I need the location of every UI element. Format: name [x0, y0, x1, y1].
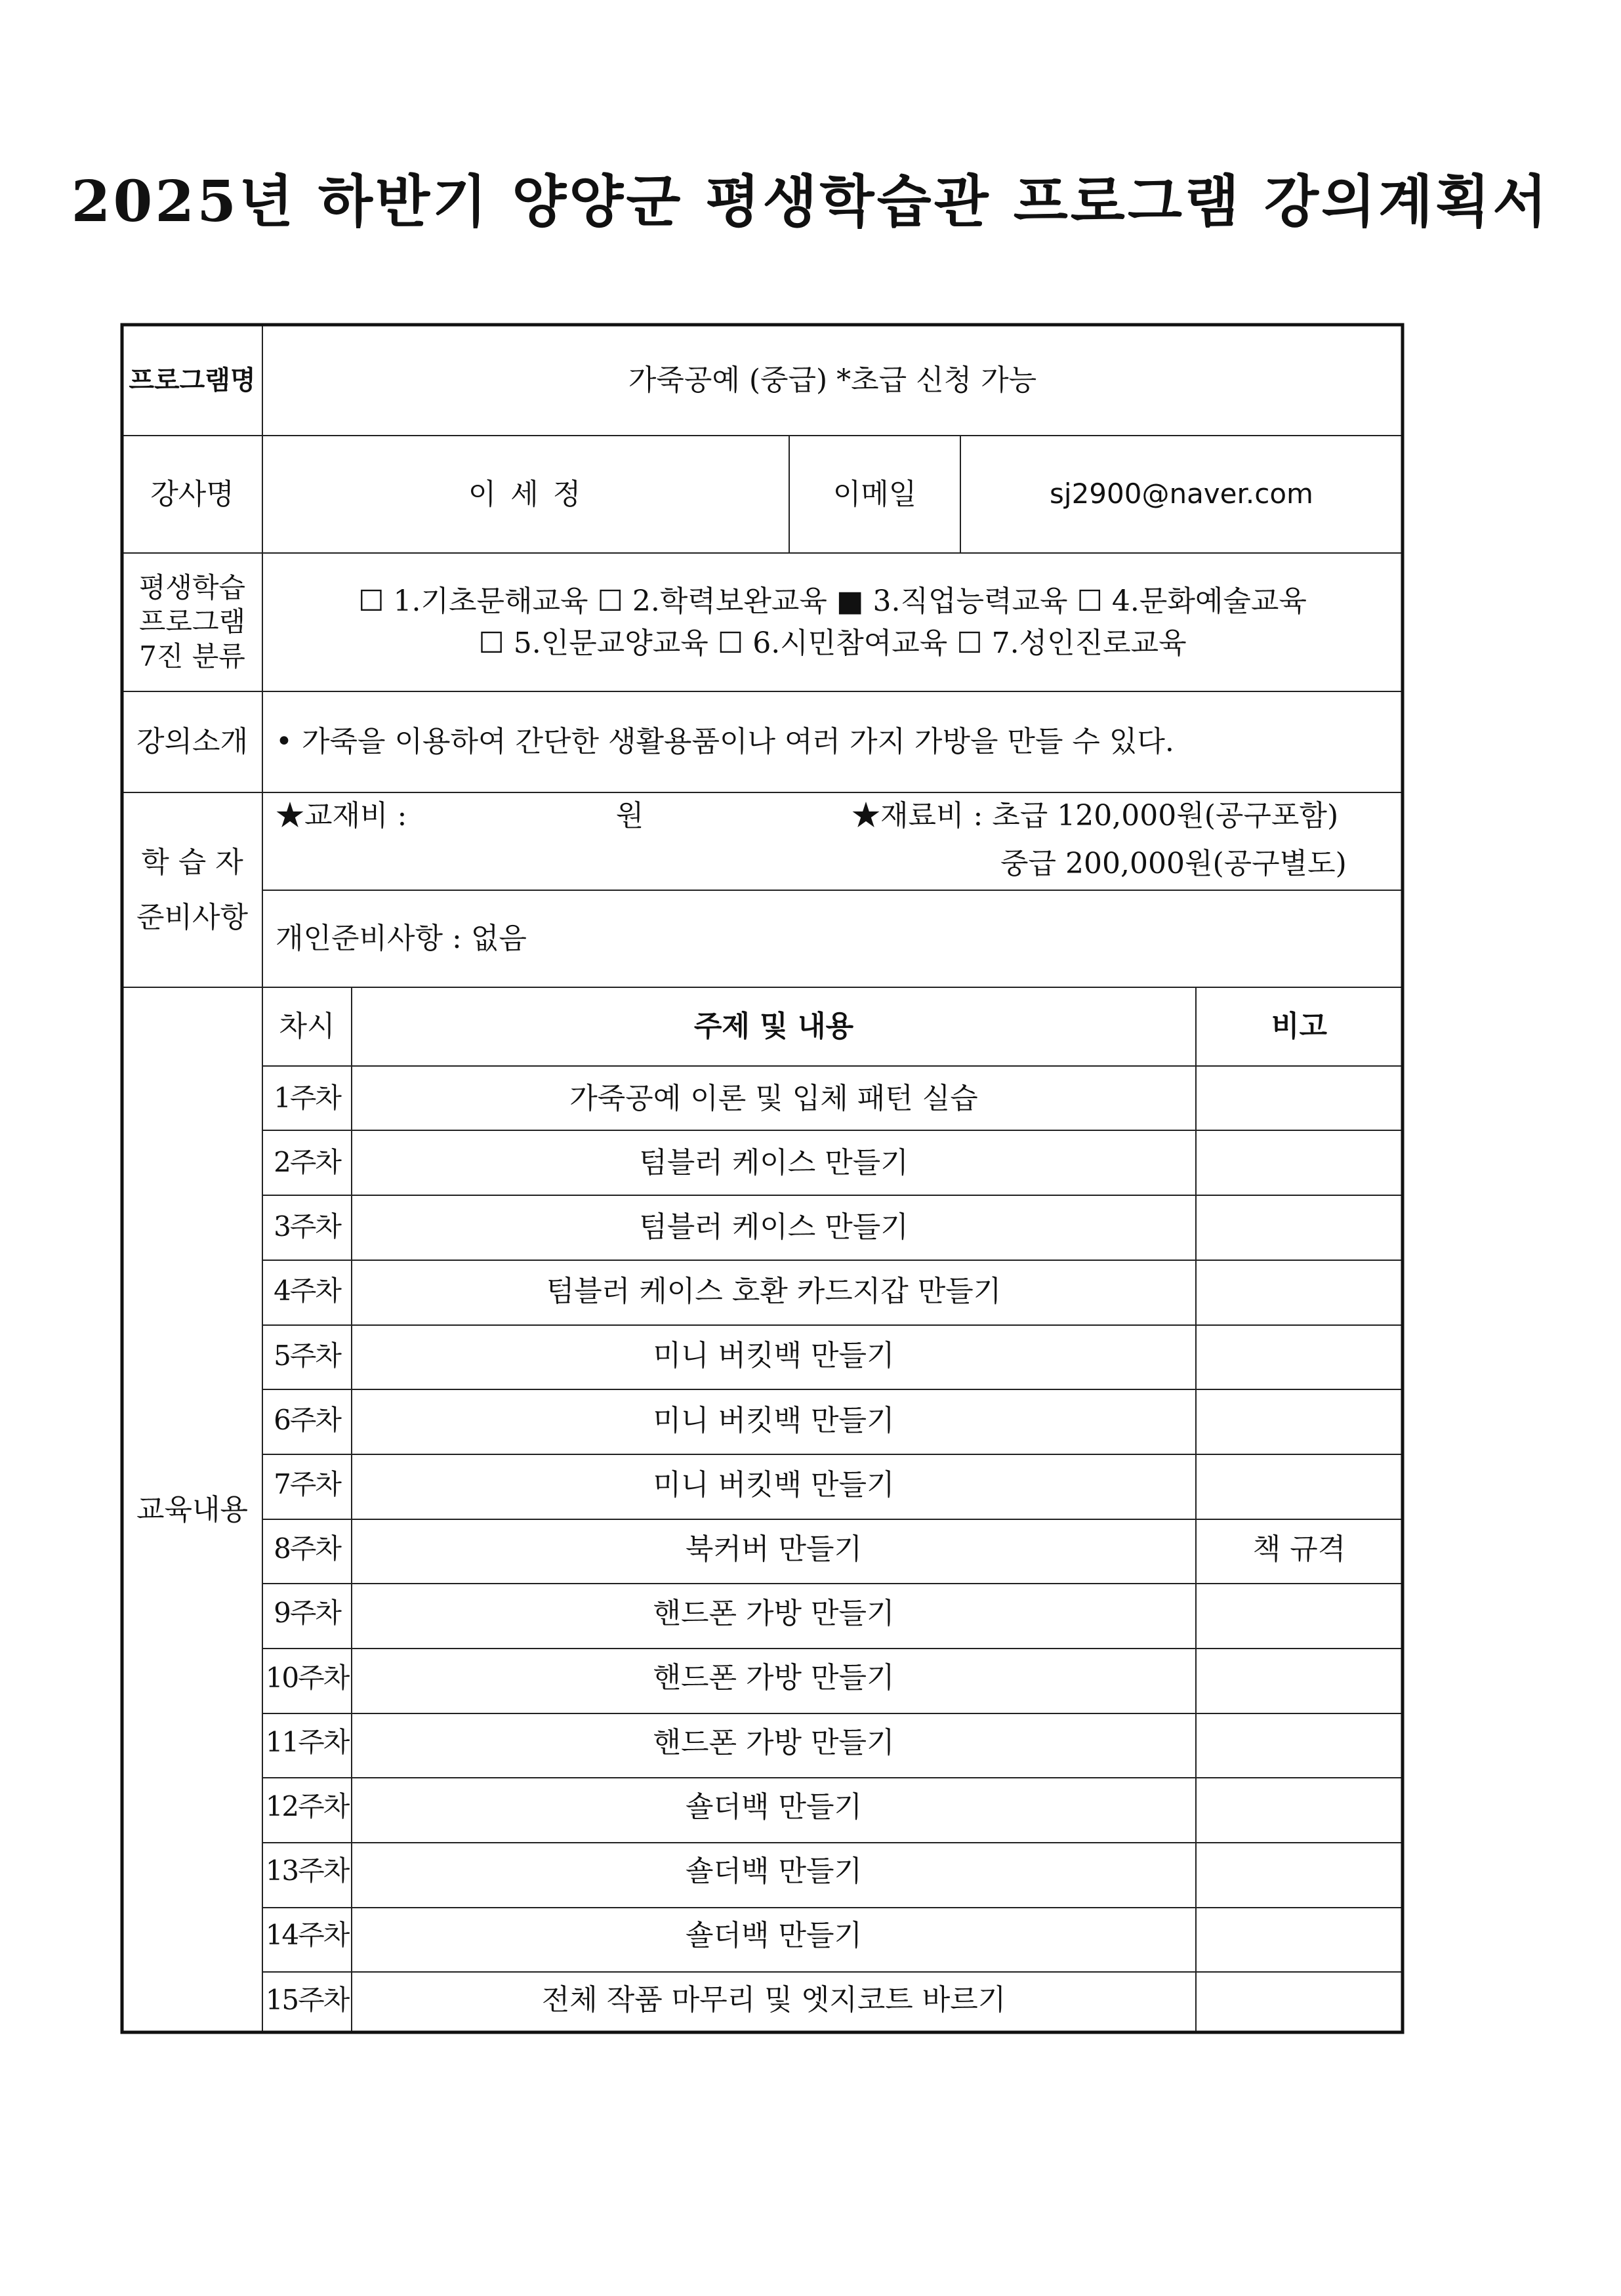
header-session: 차시: [279, 1010, 335, 1044]
classification-label-line3: 7진 분류: [139, 640, 245, 672]
textbook-fee-unit: 원: [615, 799, 644, 833]
topic-cell: 핸드폰 가방 만들기: [653, 1597, 895, 1631]
session-cell: 4주차: [274, 1275, 340, 1307]
session-cell: 8주차: [274, 1532, 340, 1565]
header-note: 비고: [1271, 1010, 1327, 1044]
note-cell: [1196, 1195, 1403, 1259]
note-cell: 책 규격: [1252, 1532, 1346, 1566]
material-fee-intermediate: 중급 200,000원(공구별도): [1000, 847, 1347, 881]
topic-cell: 북커버 만들기: [685, 1532, 862, 1566]
note-cell: [1196, 1260, 1403, 1324]
topic-cell: 핸드폰 가방 만들기: [653, 1725, 895, 1759]
instructor-name: 이 세 정: [468, 477, 584, 511]
note-cell: [1196, 1774, 1403, 1839]
session-cell: 14주차: [265, 1919, 349, 1952]
session-cell: 12주차: [265, 1790, 349, 1822]
header-topic: 주제 및 내용: [693, 1010, 854, 1044]
page-title: 2025년 하반기 양양군 평생학습관 프로그램 강의계획서: [71, 169, 1550, 235]
session-cell: 9주차: [274, 1597, 340, 1630]
prep-label: [122, 792, 262, 987]
topic-cell: 가죽공예 이론 및 입체 패턴 실습: [569, 1081, 978, 1115]
classification-label: [122, 553, 262, 691]
topic-cell: 텀블러 케이스 호환 카드지갑 만들기: [546, 1275, 1002, 1309]
note-cell: [1196, 1388, 1403, 1452]
session-cell: 6주차: [274, 1403, 340, 1436]
session-cell: 5주차: [274, 1339, 340, 1372]
classification-options: [262, 553, 1403, 691]
note-cell: [1196, 1839, 1403, 1903]
note-cell: [1196, 1324, 1403, 1388]
topic-cell: 숄더백 만들기: [685, 1919, 862, 1953]
classification-label-line1: 평생학습: [138, 571, 246, 604]
note-cell: [1196, 1968, 1403, 2032]
material-fee-beginner: ★재료비 : 초급 120,000원(공구포함): [852, 799, 1339, 833]
prep-label-line2: 준비사항: [136, 900, 248, 934]
textbook-fee-label: ★교재비 :: [276, 799, 407, 833]
session-cell: 10주차: [265, 1661, 349, 1694]
note-cell: [1196, 1646, 1403, 1710]
topic-cell: 텀블러 케이스 만들기: [639, 1145, 909, 1179]
session-cell: 2주차: [274, 1145, 340, 1178]
intro-value: • 가죽을 이용하여 간단한 생활용품이나 여러 가지 가방을 만들 수 있다.: [276, 725, 1174, 759]
topic-cell: 텀블러 케이스 만들기: [639, 1210, 909, 1244]
session-cell: 7주차: [274, 1467, 340, 1500]
note-cell: [1196, 1710, 1403, 1774]
intro-label: 강의소개: [136, 725, 248, 759]
session-cell: 13주차: [265, 1855, 349, 1887]
note-cell: [1196, 1582, 1403, 1646]
note-cell: [1196, 1452, 1403, 1517]
topic-cell: 핸드폰 가방 만들기: [653, 1661, 895, 1695]
email-value: sj2900@naver.com: [1050, 478, 1313, 510]
classification-label-line2: 프로그램: [138, 605, 246, 638]
personal-prep: 개인준비사항 : 없음: [276, 922, 527, 956]
topic-cell: 전체 작품 마무리 및 엣지코트 바르기: [541, 1983, 1006, 2017]
note-cell: [1196, 1904, 1403, 1968]
note-cell: [1196, 1130, 1403, 1195]
topic-cell: 숄더백 만들기: [685, 1854, 862, 1888]
classification-options-line2: ☐ 5.인문교양교육 ☐ 6.시민참여교육 ☐ 7.성인진로교육: [478, 626, 1187, 660]
note-cell: [1196, 1066, 1403, 1130]
topic-cell: 미니 버킷백 만들기: [653, 1403, 895, 1437]
program-name-value: 가죽공예 (중급) *초급 신청 가능: [628, 363, 1037, 397]
email-label: 이메일: [832, 477, 917, 511]
session-cell: 3주차: [274, 1210, 340, 1243]
topic-cell: 미니 버킷백 만들기: [653, 1467, 895, 1502]
instructor-label: 강사명: [150, 477, 234, 511]
prep-label-line1: 학 습 자: [141, 845, 243, 879]
curriculum-label: 교육내용: [136, 1492, 248, 1527]
program-name-label: 프로그램명: [129, 364, 256, 396]
session-cell: 15주차: [265, 1983, 349, 2016]
session-cell: 1주차: [274, 1081, 340, 1114]
topic-cell: 숄더백 만들기: [685, 1790, 862, 1824]
session-cell: 11주차: [265, 1725, 349, 1758]
classification-options-line1: ☐ 1.기초문해교육 ☐ 2.학력보완교육 ■ 3.직업능력교육 ☐ 4.문화예술교육: [358, 584, 1307, 618]
topic-cell: 미니 버킷백 만들기: [653, 1339, 895, 1373]
